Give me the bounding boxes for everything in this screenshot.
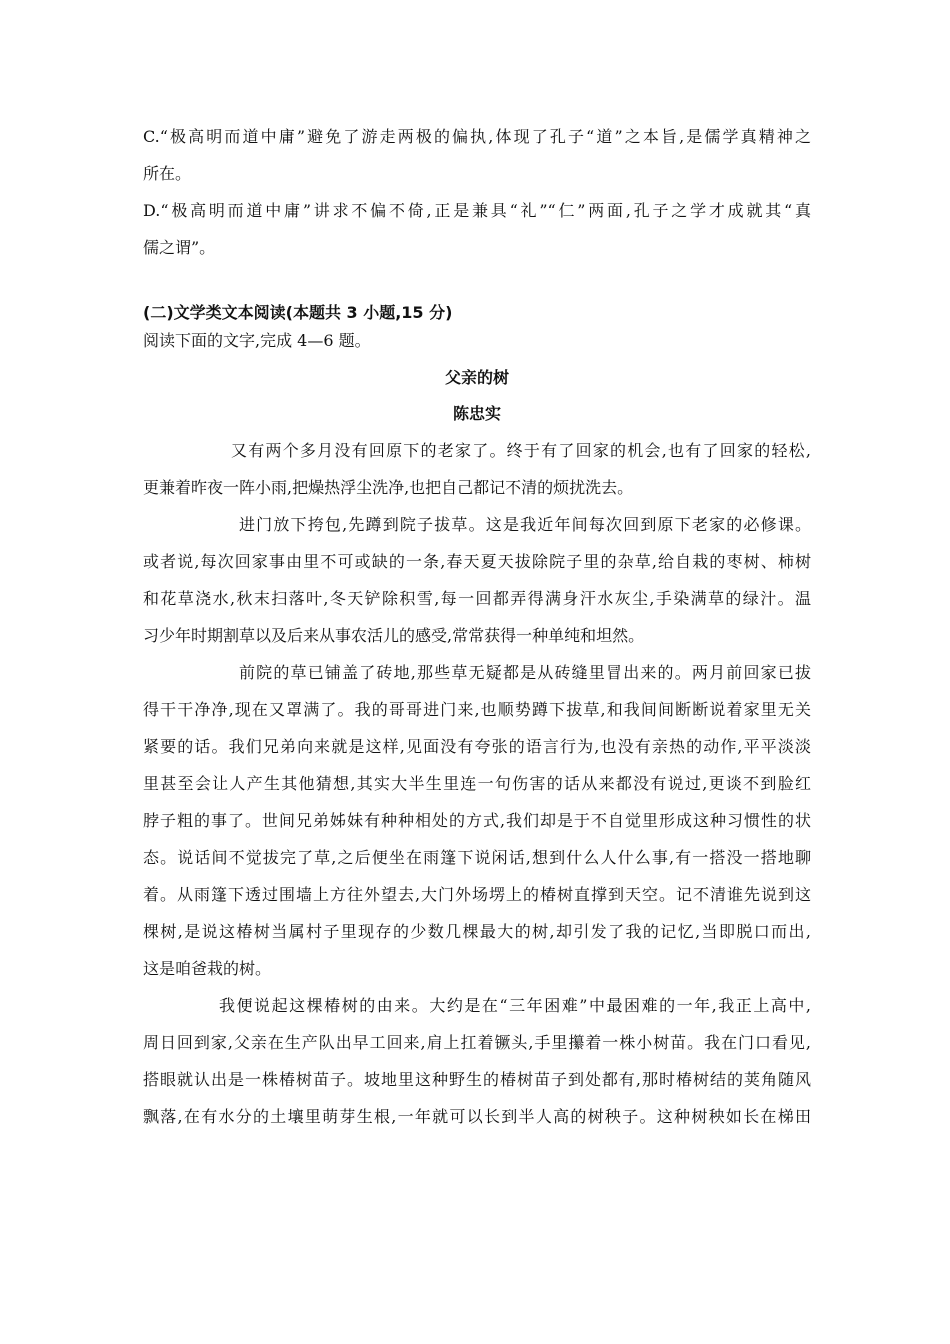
option-c-line-1: C.“极高明而道中庸”避免了游走两极的偏执,体现了孔子“道”之本旨,是儒学真精神之 [143,127,811,146]
paragraph-line: 前院的草已铺盖了砖地,那些草无疑都是从砖缝里冒出来的。两月前回家已拔 [239,663,811,682]
option-d [143,192,811,266]
paragraph-2 [143,506,811,654]
article-author: 陈忠实 [452,404,501,423]
paragraph-line: 里甚至会让人产生其他猜想,其实大半生里连一句伤害的话从来都没有说过,更谈不到脸红 [143,774,811,793]
paragraph-line: 搭眼就认出是一株椿树苗子。坡地里这种野生的椿树苗子到处都有,那时椿树结的荚角随风 [143,1070,811,1089]
paragraph-line: 习少年时期割草以及后来从事农活儿的感受,常常获得一种单纯和坦然。 [143,626,645,645]
section-instruction: 阅读下面的文字,完成 4—6 题。 [143,331,371,350]
option-d-line-2: 儒之谓”。 [143,238,216,257]
paragraph-line: 紧要的话。我们兄弟向来就是这样,见面没有夸张的语言行为,也没有亲热的动作,平平淡淡 [143,737,811,756]
paragraph-line: 着。从雨篷下透过围墙上方往外望去,大门外场塄上的椿树直撑到天空。记不清谁先说到这 [143,885,811,904]
paragraph-line: 和花草浇水,秋末扫落叶,冬天铲除积雪,每一回都弄得满身汗水灰尘,手染满草的绿汁。温 [143,589,811,608]
paragraph-line: 进门放下挎包,先蹲到院子拔草。这是我近年间每次回到原下老家的必修课。 [239,515,811,534]
paragraph-line: 态。说话间不觉拔完了草,之后便坐在雨篷下说闲话,想到什么人什么事,有一搭没一搭地聊 [143,848,811,867]
paragraph-1 [143,432,811,506]
paragraph-line: 脖子粗的事了。世间兄弟姊妹有种种相处的方式,我们却是于不自觉里形成这种习惯性的状 [143,811,811,830]
option-c-line-2: 所在。 [143,164,192,183]
option-c [143,118,811,192]
paragraph-line: 棵树,是说这椿树当属村子里现存的少数几棵最大的树,却引发了我的记忆,当即脱口而出, [143,922,811,941]
document-page [143,118,811,1135]
paragraph-line: 或者说,每次回家事由里不可或缺的一条,春天夏天拔除院子里的杂草,给自栽的枣树、柿树 [143,552,811,571]
article-title: 父亲的树 [444,368,509,387]
paragraph-line: 得干干净净,现在又罩满了。我的哥哥进门来,也顺势蹲下拔草,和我间间断断说着家里无关 [143,700,811,719]
option-d-line-1: D.“极高明而道中庸”讲求不偏不倚,正是兼具“礼”“仁”两面,孔子之学才成就其“真 [143,201,811,220]
paragraph-4 [143,987,811,1135]
paragraph-line: 飘落,在有水分的土壤里萌芽生根,一年就可以长到半人高的树秧子。这种树秧如长在梯田 [143,1107,811,1126]
section-heading: (二)文学类文本阅读(本题共 3 小题,15 分) [143,303,453,322]
paragraph-3 [143,654,811,987]
paragraph-line: 周日回到家,父亲在生产队出早工回来,肩上扛着镢头,手里攥着一株小树苗。我在门口看见, [143,1033,811,1052]
paragraph-line: 又有两个多月没有回原下的老家了。终于有了回家的机会,也有了回家的轻松, [231,441,811,460]
paragraph-line: 我便说起这棵椿树的由来。大约是在“三年困难”中最困难的一年,我正上高中, [219,996,811,1015]
paragraph-line: 更兼着昨夜一阵小雨,把燥热浮尘洗净,也把自己都记不清的烦扰洗去。 [143,478,634,497]
paragraph-line: 这是咱爸栽的树。 [143,959,272,978]
